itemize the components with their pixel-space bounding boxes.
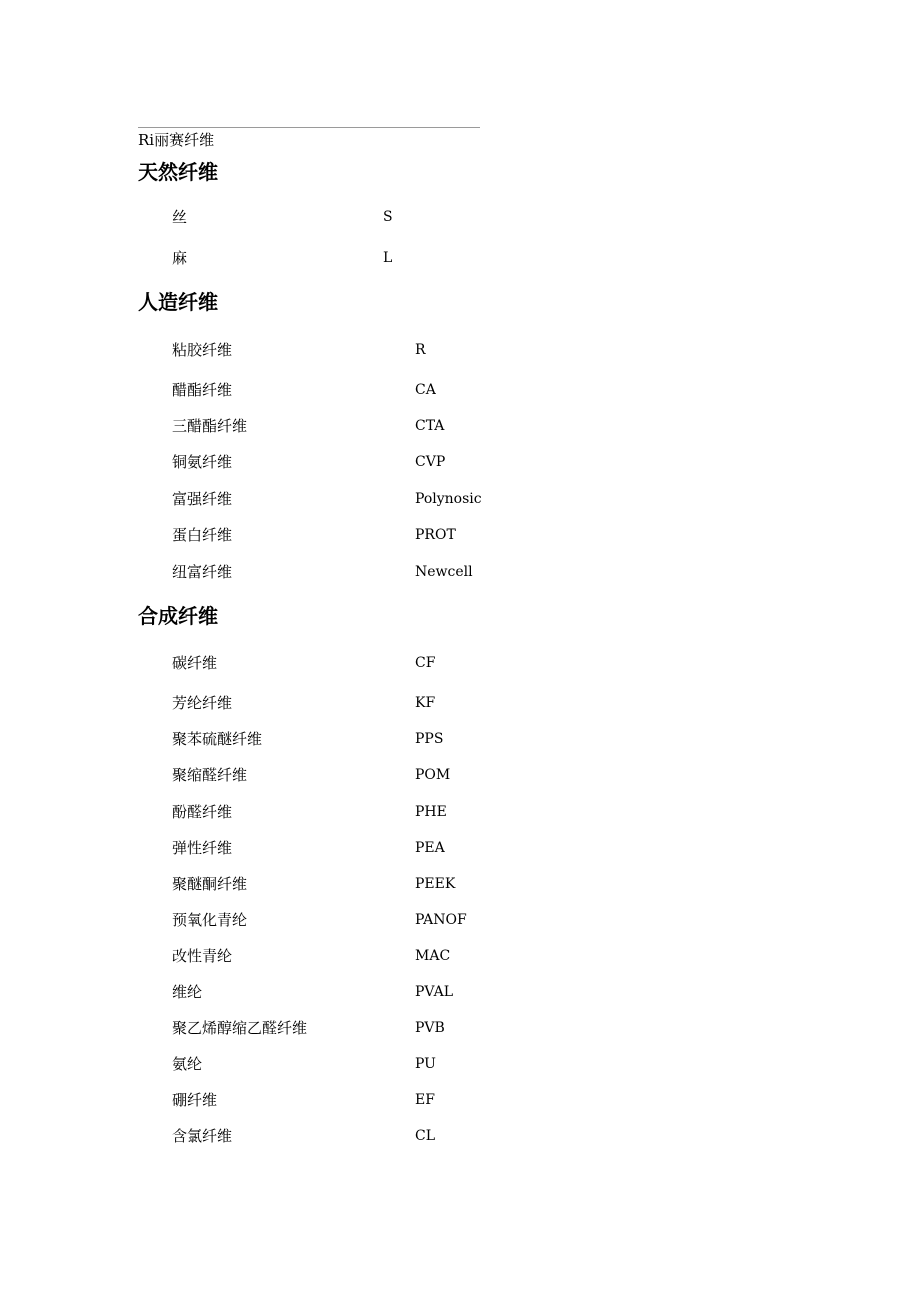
section-heading-man-made-fibers: 人造纤维: [138, 290, 218, 314]
fiber-abbreviation: PVB: [415, 1020, 445, 1036]
fiber-name: 碳纤维: [172, 654, 218, 672]
list-item: [0, 562, 920, 582]
fiber-abbreviation: CF: [415, 655, 436, 671]
fiber-abbreviation: PEA: [415, 840, 445, 856]
list-item: [0, 489, 920, 509]
list-item: [0, 1090, 920, 1110]
list-item: [0, 946, 920, 966]
list-item: [0, 452, 920, 472]
fiber-name: 维纶: [172, 983, 203, 1001]
fiber-abbreviation: PU: [415, 1056, 436, 1072]
fiber-name: 硼纤维: [172, 1091, 218, 1109]
fiber-abbreviation: CL: [415, 1128, 436, 1144]
list-item: [0, 1018, 920, 1038]
fiber-name: 聚缩醛纤维: [172, 766, 248, 784]
list-item: [0, 340, 920, 360]
list-item: [0, 1126, 920, 1146]
list-item: [0, 380, 920, 400]
fiber-name: 预氧化青纶: [172, 911, 248, 929]
fiber-abbreviation: PROT: [415, 527, 456, 543]
section-heading-synthetic-fibers: 合成纤维: [138, 604, 218, 628]
fiber-abbreviation: PHE: [415, 804, 447, 820]
fiber-abbreviation: S: [383, 209, 393, 225]
fiber-name: 麻: [172, 249, 188, 267]
fiber-abbreviation: PANOF: [415, 912, 467, 928]
fiber-name: 铜氨纤维: [172, 453, 233, 471]
list-item: [0, 525, 920, 545]
list-item: [0, 982, 920, 1002]
fiber-abbreviation: CVP: [415, 454, 446, 470]
fiber-abbreviation: CTA: [415, 418, 445, 434]
list-item: [0, 207, 920, 227]
fiber-name: 酚醛纤维: [172, 803, 233, 821]
fiber-name: 富强纤维: [172, 490, 233, 508]
fiber-name: 醋酯纤维: [172, 381, 233, 399]
fiber-name: 弹性纤维: [172, 839, 233, 857]
fiber-abbreviation: CA: [415, 382, 436, 398]
list-item: [0, 910, 920, 930]
header-rule: [138, 127, 480, 128]
list-item: [0, 874, 920, 894]
fiber-abbreviation: PEEK: [415, 876, 456, 892]
fiber-abbreviation: PPS: [415, 731, 444, 747]
fiber-abbreviation: POM: [415, 767, 451, 783]
document-header-label: Ri丽赛纤维: [138, 131, 215, 149]
fiber-abbreviation: MAC: [415, 948, 451, 964]
fiber-name: 纽富纤维: [172, 563, 233, 581]
list-item: [0, 416, 920, 436]
list-item: [0, 693, 920, 713]
fiber-abbreviation: Newcell: [415, 564, 473, 580]
fiber-abbreviation: PVAL: [415, 984, 453, 1000]
fiber-name: 含氯纤维: [172, 1127, 233, 1145]
list-item: [0, 838, 920, 858]
list-item: [0, 653, 920, 673]
section-heading-natural-fibers: 天然纤维: [138, 160, 218, 184]
fiber-name: 氨纶: [172, 1055, 203, 1073]
fiber-abbreviation: R: [415, 342, 426, 358]
fiber-abbreviation: L: [383, 250, 393, 266]
fiber-abbreviation: KF: [415, 695, 436, 711]
fiber-name: 丝: [172, 208, 188, 226]
fiber-name: 芳纶纤维: [172, 694, 233, 712]
fiber-abbreviation: Polynosic: [415, 491, 482, 507]
list-item: [0, 765, 920, 785]
list-item: [0, 802, 920, 822]
fiber-name: 三醋酯纤维: [172, 417, 248, 435]
fiber-name: 聚醚酮纤维: [172, 875, 248, 893]
fiber-name: 蛋白纤维: [172, 526, 233, 544]
fiber-name: 聚苯硫醚纤维: [172, 730, 263, 748]
list-item: [0, 248, 920, 268]
list-item: [0, 729, 920, 749]
list-item: [0, 1054, 920, 1074]
fiber-name: 改性青纶: [172, 947, 233, 965]
fiber-name: 粘胶纤维: [172, 341, 233, 359]
fiber-abbreviation: EF: [415, 1092, 435, 1108]
fiber-name: 聚乙烯醇缩乙醛纤维: [172, 1019, 308, 1037]
